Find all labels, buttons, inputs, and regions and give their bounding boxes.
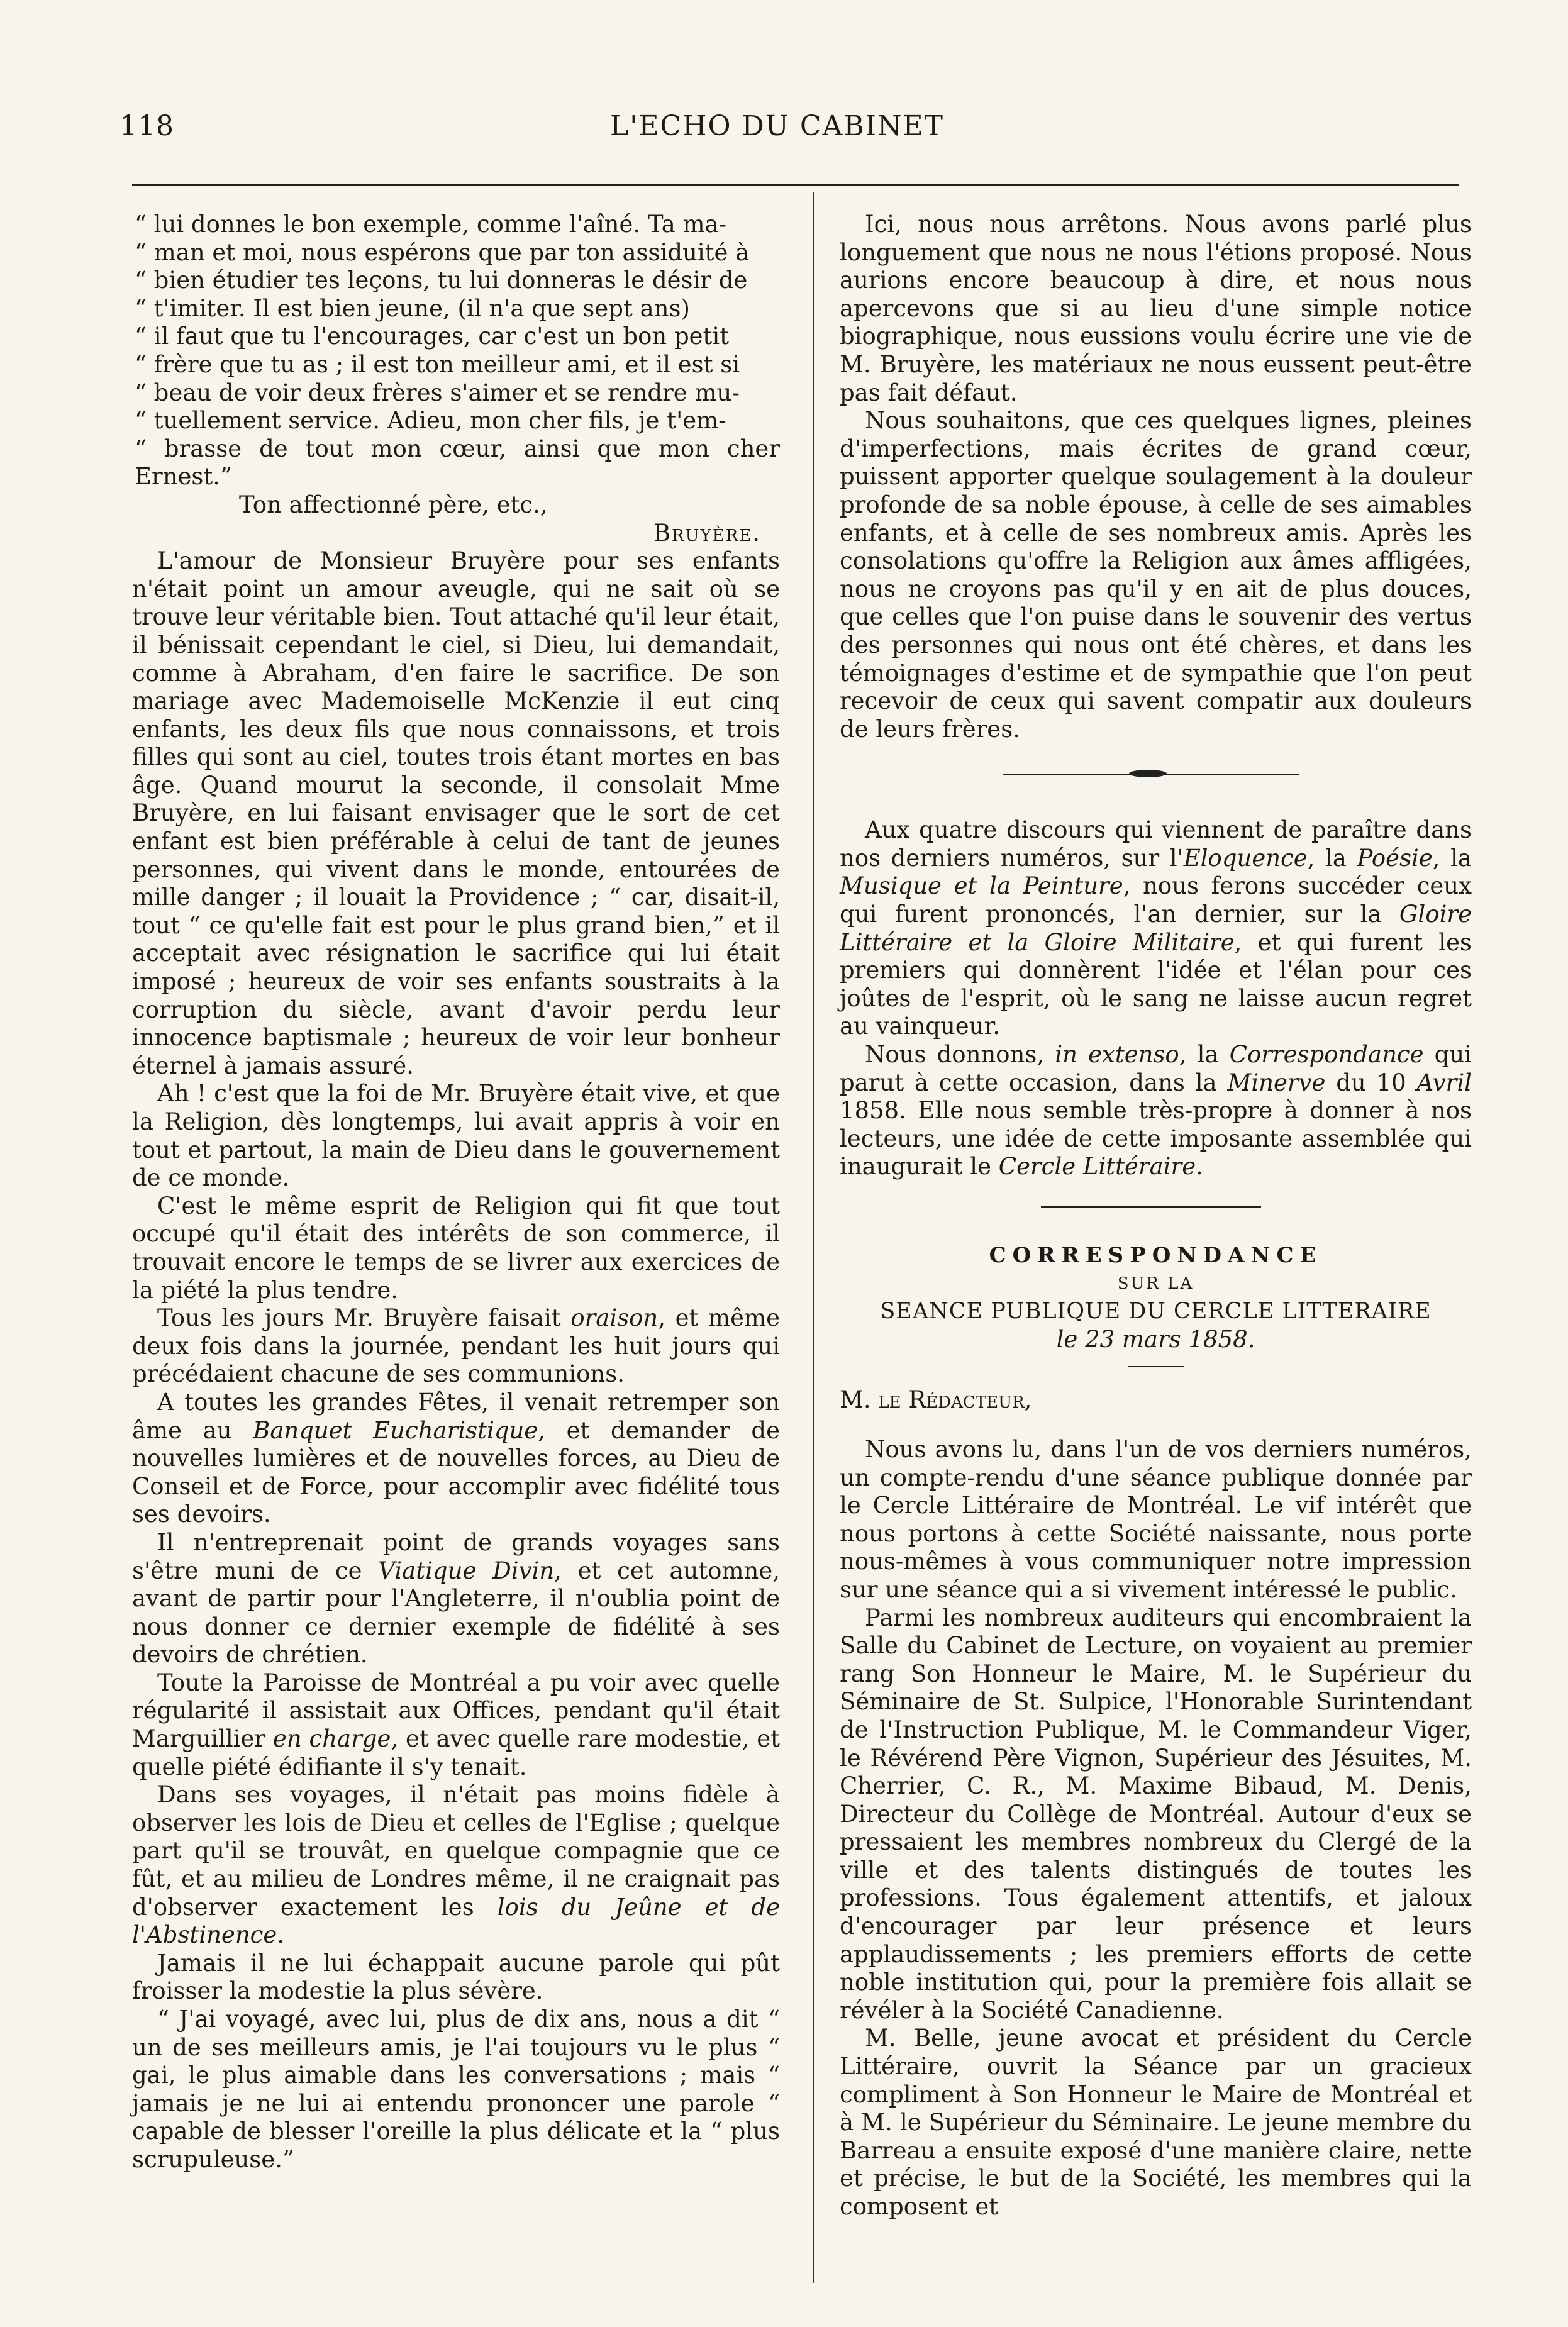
letter-quote <box>132 211 780 491</box>
text-run: Tous les jours Mr. Bruyère faisait <box>157 1304 571 1332</box>
letter-line: “ man et moi, nous espérons que par ton assiduité à <box>135 238 750 266</box>
ornamental-separator <box>840 762 1472 787</box>
section-heading: SEANCE PUBLIQUE DU CERCLE LITTERAIRE <box>880 1299 1432 1325</box>
text-run: 1858. Elle nous semble très-propre à donner à nos lecteurs, une idée de cette imposante assemblée qui inaugurait le <box>840 1097 1472 1180</box>
paragraph: L'amour de Monsieur Bruyère pour ses enfants n'était point un amour aveugle, qui ne sait où se trouve leur véritable bien. Tout attaché qu'il leur était, il bénissait cependant le ciel, si Dieu, lui demandait, comme à Abraham, d'en faire le sacrifice. De son mariage avec Mademoiselle McKenzie il eut cinq enfants, les deux fils que nous connaissons, et trois filles qui sont au ciel, toutes trois étant mortes en bas âge. Quand mourut la seconde, il consolait Mme Bruyère, en lui faisant envisager que le sort de cet enfant est bien préférable à celui de tant de jeunes personnes, qui vivent dans le monde, entourées de mille danger ; il louait la Providence ; “ car, disait-il, tout “ ce qu'elle fait est pour le plus grand bien,” et il acceptait avec résignation le sacrifice qui lui était imposé ; heureux de voir ses enfants soustraits à la corruption du siècle, avant d'avoir perdu leur innocence baptismale ; heureux de voir leur bonheur éternel à jamais assuré. <box>132 547 780 1079</box>
salutation: M. le Rédacteur, <box>840 1386 1032 1414</box>
separator-rule <box>1041 1206 1261 1208</box>
paragraph: Ah ! c'est que la foi de Mr. Bruyère était vive, et que la Religion, dès longtemps, lui avait appris à voir en tout et partout, la main de Dieu dans le gouvernement de ce monde. <box>132 1080 780 1192</box>
emphasis: Correspondance <box>1229 1041 1424 1069</box>
paragraph <box>132 1389 780 1529</box>
paragraph <box>840 816 1472 1041</box>
text-run: , et cet automne, avant de partir pour l'Angleterre, il n'oublia point de nous donner ce dernier exemple de fidélité à ses devoirs de chrétien. <box>132 1557 781 1669</box>
paragraph: M. Belle, jeune avocat et président du Cercle Littéraire, ouvrit la Séance par un gracieux compliment à Son Honneur le Maire de Montréal et à M. le Supérieur du Séminaire. Le jeune membre du Barreau a ensuite exposé d'une manière claire, nette et précise, le but de la Société, les membres qui la composent et <box>840 2024 1472 2220</box>
section-subtitle: SUR LA <box>1117 1274 1194 1293</box>
letter-line: “ frère que tu as ; il est ton meilleur ami, et il est si <box>135 350 740 378</box>
short-rule <box>1128 1366 1184 1367</box>
right-column <box>840 211 1472 2221</box>
letter-signoff: Ton affectionné père, etc., <box>239 491 548 518</box>
emphasis: Viatique Divin <box>378 1557 555 1584</box>
paragraph <box>132 1529 780 1669</box>
text-run: , et avec quelle rare modestie, et quelle piété édifiante il s'y tenait. <box>132 1725 780 1780</box>
text-run: Nous donnons, <box>865 1041 1055 1069</box>
emphasis: en charge <box>272 1725 391 1753</box>
letter-line: “ tuellement service. Adieu, mon cher fils, je t'em- <box>135 407 726 435</box>
text-run: Dans ses voyages, il n'était pas moins fidèle à observer les lois de Dieu et celles de l'Eglise ; quelque part qu'il se trouvât, en quelque compagnie que ce fût, et au milieu de Londres même, il ne craignait pas d'observer exactement les <box>132 1781 780 1921</box>
text-run: . <box>277 1921 285 1949</box>
paragraph: Jamais il ne lui échappait aucune parole qui pût froisser la modestie la plus sévère. <box>132 1949 780 2005</box>
emphasis: Minerve <box>1227 1069 1326 1096</box>
letter-line: “ lui donnes le bon exemple, comme l'aîné. Ta ma- <box>135 211 727 238</box>
text-run: Il n'entreprenait point de grands voyages sans s'être muni de ce <box>132 1528 780 1584</box>
text-run: Toute la Paroisse de Montréal a pu voir avec quelle régularité il assistait aux Offices, pendant qu'il était Marguillier <box>132 1669 780 1753</box>
text-run: A toutes les grandes Fêtes, il venait retremper son âme au <box>132 1388 780 1444</box>
text-run: , la <box>1179 1041 1230 1069</box>
emphasis: Eloquence <box>1183 844 1308 872</box>
text-run: du 10 <box>1325 1069 1417 1096</box>
letter-line: “ il faut que tu l'encourages, car c'est un bon petit <box>135 323 730 350</box>
emphasis: lois du Jeûne et de l'Abstinence <box>132 1893 780 1949</box>
text-run: , et même deux fois dans la journée, pendant les huit jours qui précédaient chacune de ses communions. <box>132 1304 780 1388</box>
emphasis: Avril <box>1416 1069 1472 1096</box>
text-run: , la <box>1307 844 1357 872</box>
paragraph: Nous avons lu, dans l'un de vos derniers numéros, un compte-rendu d'une séance publique donnée par le Cercle Littéraire de Montréal. Le vif intérêt que nous portons à cette Société naissante, nous porte nous-mêmes à vous communiquer notre impression sur une séance qui a si vivement intéressé le public. <box>840 1435 1472 1603</box>
running-title: L'ECHO DU CABINET <box>610 110 944 142</box>
section-separator <box>840 1196 1472 1219</box>
text-run: , nous ferons succéder ceux qui furent prononcés, l'an dernier, sur la <box>840 872 1472 928</box>
text-run: , et qui furent les premiers qui donnèrent l'idée et l'élan pour ces joûtes de l'esprit, où le sang ne laisse aucun regret au vainqueur. <box>840 928 1472 1040</box>
paragraph <box>840 1041 1472 1181</box>
letter-line: “ bien étudier tes leçons, tu lui donneras le désir de <box>135 267 748 294</box>
text-run: Aux quatre discours qui viennent de paraître dans nos derniers numéros, sur l' <box>840 816 1472 872</box>
text-run: . <box>1196 1153 1203 1180</box>
paragraph <box>132 1781 780 1950</box>
column-divider <box>813 192 814 2283</box>
emphasis: Banquet Eucharistique <box>253 1416 538 1444</box>
emphasis: Gloire Littéraire et la Gloire Militaire <box>840 901 1472 956</box>
emphasis: Musique et la Peinture <box>840 872 1123 900</box>
emphasis: Cercle Littéraire <box>998 1153 1196 1180</box>
paragraph <box>132 1304 780 1389</box>
paragraph: Parmi les nombreux auditeurs qui encombraient la Salle du Cabinet de Lecture, on voyaient au premier rang Son Honneur le Maire, M. le Supérieur du Séminaire de St. Sulpice, l'Honorable Surintendant de l'Instruction Publique, M. le Commandeur Viger, le Révérend Père Vignon, Supérieur des Jésuites, M. Cherrier, C. R., M. Maxime Bibaud, M. Denis, Directeur du Collège de Montréal. Autour d'eux se pressaient les membres nombreux du Clergé de la ville et des talents distingués de toutes les professions. Tous également attentifs, et jaloux d'encourager par leur présence et leurs applaudissements ; les premiers efforts de cette noble institution qui, pour la première fois allait se révéler à la Société Canadienne. <box>840 1604 1472 2024</box>
letter-line: “ beau de voir deux frères s'aimer et se rendre mu- <box>135 379 740 406</box>
left-column <box>132 211 780 2174</box>
separator-ornament <box>1126 768 1170 779</box>
letter-line: “ brasse de tout mon cœur, ainsi que mon cher Ernest.” <box>135 435 780 491</box>
text-run: qui parut à cette occasion, dans la <box>840 1041 1472 1096</box>
header-rule <box>132 184 1459 186</box>
paragraph: Nous souhaitons, que ces quelques lignes, pleines d'imperfections, mais écrites de grand cœur, puissent apporter quelque soulagement à la douleur profonde de sa noble épouse, à celle de ses aimables enfants, et à celle de ses nombreux amis. Après les consolations qu'offre la Religion aux âmes affligées, nous ne croyons pas qu'il y en ait de plus douces, que celles que l'on puise dans le souvenir des vertus des personnes qui nous ont été chères, et dans les témoignages d'estime et de sympathie que l'on peut recevoir de ceux qui savent compatir aux douleurs de leurs frères. <box>840 407 1472 743</box>
paragraph <box>132 1669 780 1781</box>
page-number: 118 <box>120 110 174 142</box>
emphasis: in extenso <box>1055 1041 1179 1069</box>
section-title: CORRESPONDANCE <box>989 1243 1323 1268</box>
emphasis: oraison <box>570 1304 659 1332</box>
paragraph: Ici, nous nous arrêtons. Nous avons parlé plus longuement que nous ne nous l'étions proposé. Nous aurions encore beaucoup à dire, et nous nous apercevons que si au lieu d'une simple notice biographique, nous eussions voulu écrire une vie de M. Bruyère, les matériaux ne nous eussent peut-être pas fait défaut. <box>840 211 1472 406</box>
paragraph: “ J'ai voyagé, avec lui, plus de dix ans, nous a dit “ un de ses meilleurs amis, je l'ai toujours vu le plus “ gai, le plus aimable dans les conversations ; mais “ jamais je ne lui ai entendu prononcer une parole “ capable de blesser l'oreille la plus délicate et la “ plus scrupuleuse.” <box>132 2006 780 2173</box>
running-header <box>120 110 1459 160</box>
text-run: , la <box>1432 844 1472 872</box>
letter-line: “ t'imiter. Il est bien jeune, (il n'a que sept ans) <box>135 294 690 322</box>
letter-signature: Bruyère. <box>653 519 761 547</box>
text-run: , et demander de nouvelles lumières et de nouvelles forces, au Dieu de Conseil et de Force, pour accomplir avec fidélité tous ses devoirs. <box>132 1416 780 1528</box>
section-date: le 23 mars 1858. <box>1056 1325 1255 1353</box>
paragraph: C'est le même esprit de Religion qui fit que tout occupé qu'il était des intérêts de son commerce, il trouvait encore le temps de se livrer aux exercices de la piété la plus tendre. <box>132 1192 780 1304</box>
emphasis: Poésie <box>1357 844 1433 872</box>
